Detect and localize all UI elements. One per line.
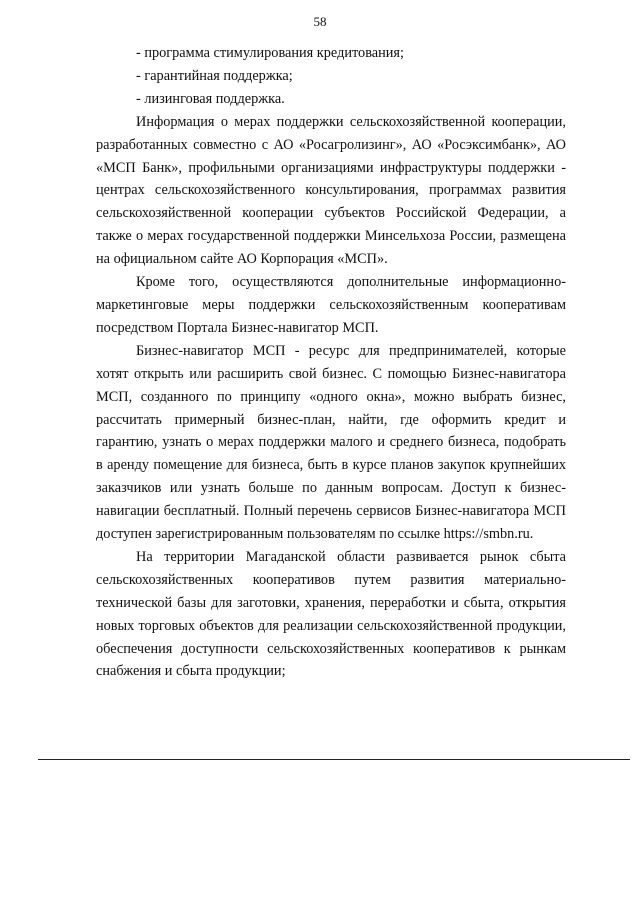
list-item: - программа стимулирования кредитования; [136,45,404,61]
list-item: - лизинговая поддержка. [136,90,285,107]
document-body [96,42,566,683]
paragraph-info-measures: Информация о мерах поддержки сельскохозяйственной кооперации, разработанных совместно с АО «Росагролизинг», АО «Росэксимбанк», АО «МСП Банк», профильными организациями инфраструктуры поддержки - центрах сельскохозяйственного консультирования, программах развития сельскохозяйственной кооперации субъектов Российской Федерации, а также о мерах государственной поддержки Минсельхоза России, размещена на официальном сайте АО Корпорация «МСП». [96,113,566,268]
footer-divider [38,759,630,760]
paragraph-magadan-market: На территории Магаданской области развивается рынок сбыта сельскохозяйственных кооперативов путем развития материально-технической базы для заготовки, хранения, переработки и сбыта, открытия новых торговых объектов для реализации сельскохозяйственной продукции, обеспечения доступности сельскохозяйственных кооперативов к рынкам снабжения и сбыта продукции; [96,548,566,680]
list-item: - гарантийная поддержка; [136,67,293,84]
page-number: 58 [313,14,327,29]
paragraph-business-navigator: Бизнес-навигатор МСП - ресурс для предпринимателей, которые хотят открыть или расширить свой бизнес. С помощью Бизнес-навигатора МСП, созданного по принципу «одного окна», можно выбрать бизнес, рассчитать примерный бизнес-план, найти, где оформить кредит и гарантию, узнать о мерах поддержки малого и среднего бизнеса, подобрать в аренду помещение для бизнеса, быть в курсе планов закупок крупнейших заказчиков или узнать больше по данным вопросам. Доступ к бизнес-навигации бесплатный. Полный перечень сервисов Бизнес-навигатора МСП доступен зарегистрированным пользователям по ссылке https://smbn.ru. [96,342,566,543]
paragraph-marketing-measures: Кроме того, осуществляются дополнительные информационно-маркетинговые меры поддержки сельскохозяйственным кооперативам посредством Портала Бизнес-навигатор МСП. [96,274,566,336]
